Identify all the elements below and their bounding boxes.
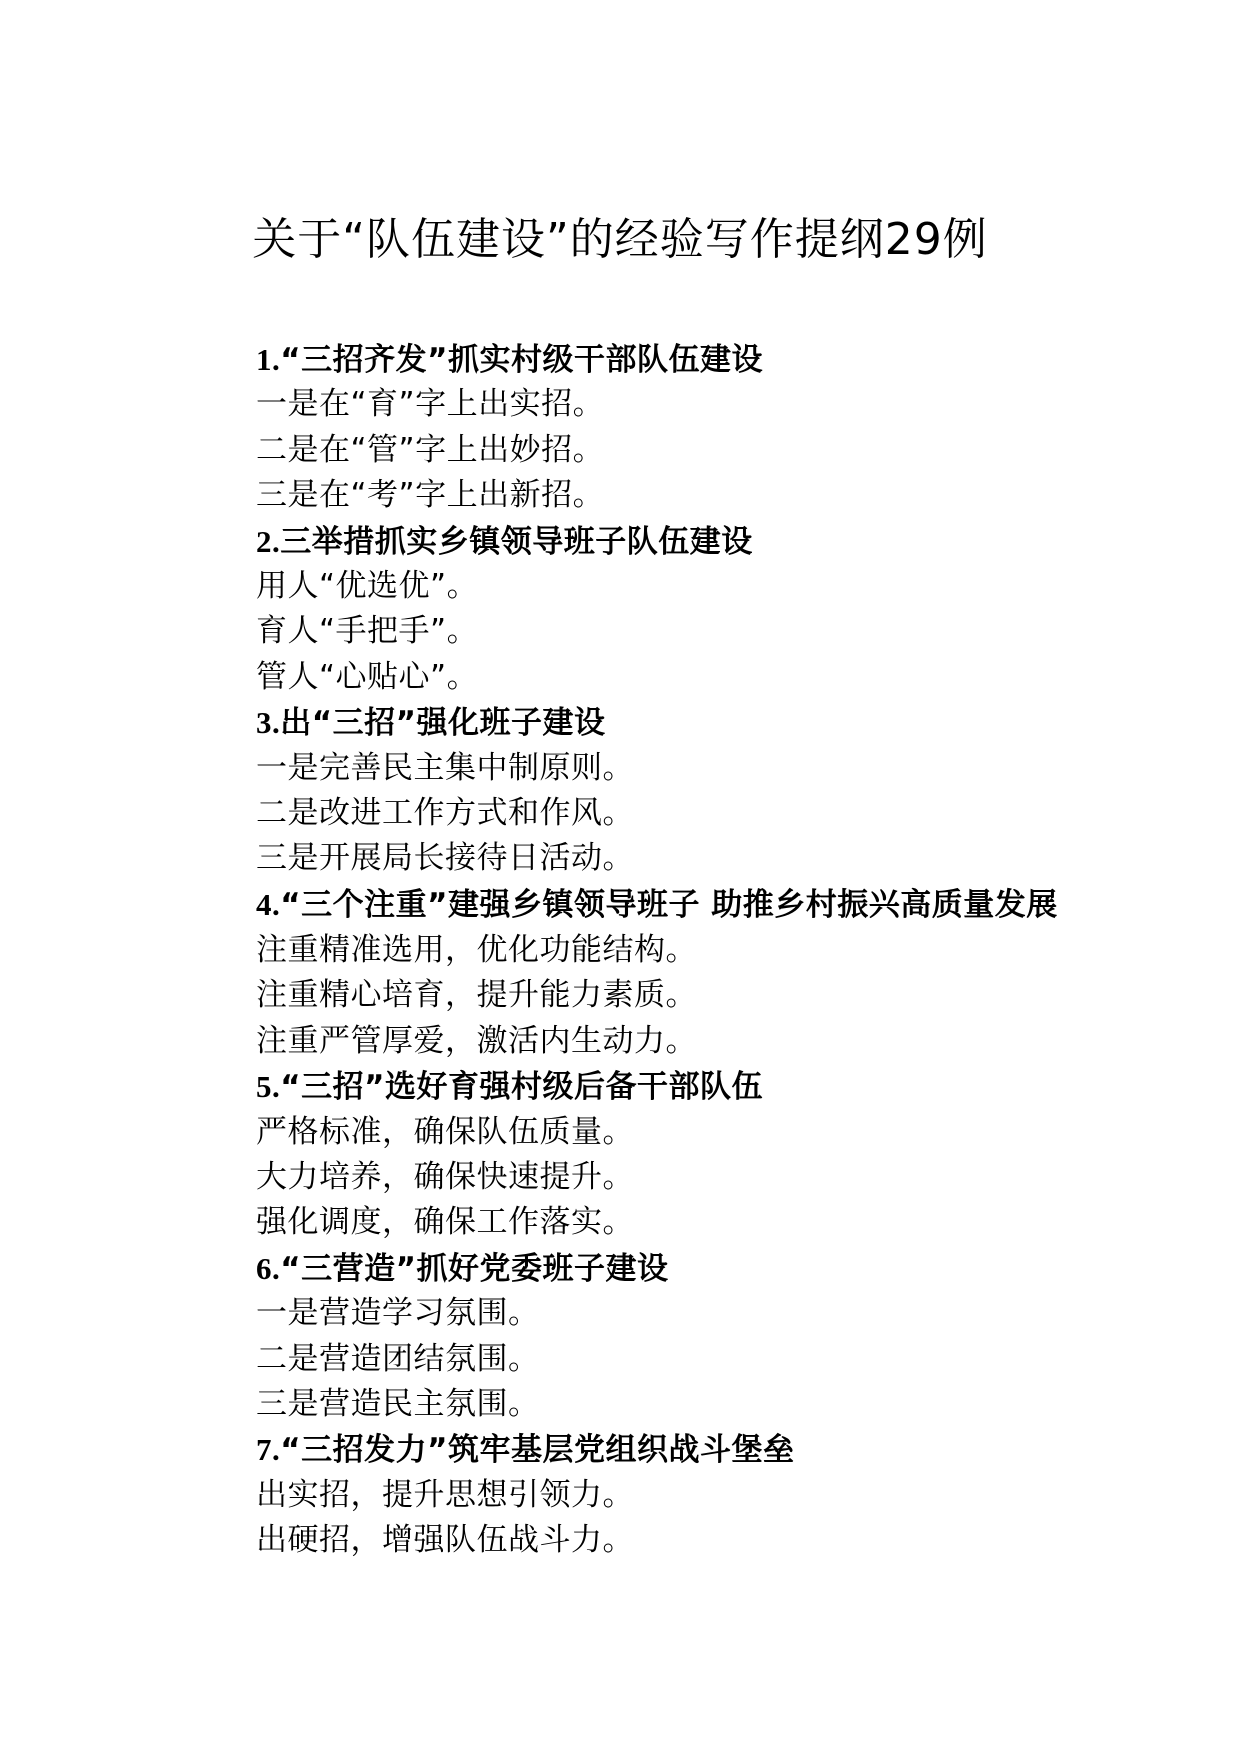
section-heading — [188, 1064, 1068, 1109]
document-title: 关于“队伍建设”的经验写作提纲29例 — [252, 214, 988, 265]
section-heading-text: 出“三招”强化班子建设 — [280, 705, 606, 742]
section-2 — [188, 519, 1068, 701]
section-number: 2. — [256, 523, 281, 559]
list-item: 育人“手把手”。 — [256, 613, 479, 650]
section-heading-text: 三举措抓实乡镇领导班子队伍建设 — [280, 523, 753, 560]
section-heading — [188, 337, 1068, 382]
list-item: 三是营造民主氛围。 — [256, 1386, 540, 1422]
list-item: 出实招，提升思想引领力。 — [256, 1476, 634, 1513]
list-item: 出硬招，增强队伍战斗力。 — [256, 1522, 634, 1559]
section-heading — [188, 1246, 1068, 1291]
list-item: 注重严管厚爱，激活内生动力。 — [256, 1022, 697, 1059]
section-number: 6. — [256, 1250, 281, 1286]
section-3 — [188, 700, 1068, 882]
list-item: 强化调度，确保工作落实。 — [256, 1204, 634, 1241]
section-heading — [188, 519, 1068, 564]
list-item: 三是在“考”字上出新招。 — [256, 477, 605, 514]
list-item: 管人“心贴心”。 — [256, 658, 479, 695]
section-7 — [188, 1427, 1068, 1563]
document-body — [188, 337, 1068, 1564]
section-number: 7. — [256, 1432, 281, 1468]
section-number: 4. — [256, 886, 281, 922]
list-item: 注重精心培育，提升能力素质。 — [256, 977, 697, 1014]
section-number: 1. — [256, 342, 281, 377]
section-1 — [188, 337, 1068, 519]
section-heading-text: “三个注重”建强乡镇领导班子 助推乡村振兴高质量发展 — [280, 886, 1058, 923]
list-item: 二是在“管”字上出妙招。 — [256, 431, 605, 468]
section-heading-text: “三招发力”筑牢基层党组织战斗堡垒 — [280, 1432, 795, 1469]
section-heading — [188, 1427, 1068, 1472]
section-number: 3. — [256, 705, 281, 741]
list-item: 注重精准选用，优化功能结构。 — [256, 932, 697, 969]
list-item: 严格标准，确保队伍质量。 — [256, 1113, 634, 1150]
section-heading-text: “三营造”抓好党委班子建设 — [280, 1250, 669, 1287]
section-heading-text: “三招齐发”抓实村级干部队伍建设 — [280, 342, 763, 378]
list-item: 大力培养，确保快速提升。 — [256, 1159, 634, 1196]
list-item: 一是完善民主集中制原则。 — [256, 749, 634, 786]
list-item: 二是营造团结氛围。 — [256, 1340, 540, 1377]
section-heading — [188, 700, 1068, 745]
section-6 — [188, 1246, 1068, 1428]
section-4 — [188, 882, 1068, 1065]
list-item: 一是在“育”字上出实招。 — [256, 386, 605, 423]
section-5 — [188, 1064, 1068, 1246]
list-item: 二是改进工作方式和作风。 — [256, 794, 634, 831]
list-item: 用人“优选优”。 — [256, 567, 479, 604]
list-item: 三是开展局长接待日活动。 — [256, 840, 634, 877]
section-number: 5. — [256, 1069, 281, 1105]
section-heading-text: “三招”选好育强村级后备干部队伍 — [280, 1069, 763, 1106]
section-heading — [188, 882, 1068, 928]
list-item: 一是营造学习氛围。 — [256, 1295, 540, 1332]
